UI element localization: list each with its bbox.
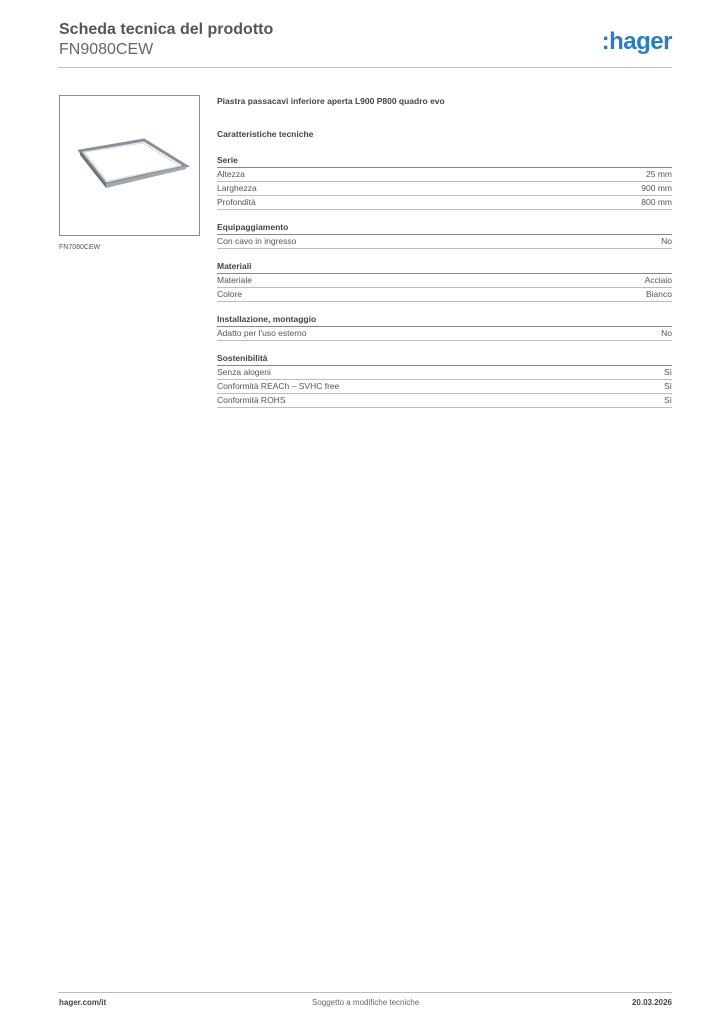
spec-row (217, 274, 672, 288)
section-title: Sostenibilità (217, 353, 672, 366)
spec-row (217, 182, 672, 196)
section-serie (217, 155, 672, 210)
product-name: Piastra passacavi inferiore aperta L900 P800 quadro evo (217, 96, 445, 106)
spec-label: Altezza (217, 169, 245, 179)
section-title: Materiali (217, 261, 672, 274)
header-divider (58, 67, 672, 68)
section-installazione (217, 314, 672, 341)
footer-date: 20.03.2026 (631, 998, 672, 1007)
spec-row (217, 380, 672, 394)
product-frame-image (60, 96, 200, 236)
spec-row (217, 235, 672, 249)
spec-value: Bianco (646, 289, 672, 299)
section-sostenibilita (217, 353, 672, 408)
spec-row (217, 366, 672, 380)
footer-note: Soggetto a modifiche tecniche (312, 998, 420, 1007)
spec-value: 25 mm (646, 169, 672, 179)
footer-divider (58, 992, 672, 993)
spec-value: Sì (663, 395, 672, 405)
spec-row (217, 288, 672, 302)
product-image (59, 95, 200, 236)
spec-label: Senza alogeni (217, 367, 271, 377)
product-code: FN9080CEW (59, 41, 154, 58)
spec-value: Acciaio (644, 275, 672, 285)
spec-label: Adatto per l'uso esterno (217, 328, 307, 338)
hager-logo: :hager (601, 28, 672, 55)
section-title: Installazione, montaggio (217, 314, 672, 327)
spec-row (217, 327, 672, 341)
spec-label: Colore (217, 289, 243, 299)
section-equipaggiamento (217, 222, 672, 249)
spec-row (217, 168, 672, 182)
page-title: Scheda tecnica del prodotto (59, 21, 274, 38)
spec-label: Conformità ROHS (217, 395, 286, 405)
spec-label: Conformità REACh – SVHC free (217, 381, 340, 391)
spec-value: No (661, 236, 672, 246)
spec-value: 900 mm (641, 183, 672, 193)
section-title: Serie (217, 155, 672, 168)
footer-website-link[interactable]: hager.com/it (59, 998, 107, 1007)
spec-value: Sì (663, 381, 672, 391)
document-header (59, 20, 273, 59)
spec-label: Con cavo in ingresso (217, 236, 297, 246)
spec-value: Sì (663, 367, 672, 377)
spec-row (217, 394, 672, 408)
image-caption: FN7080CEW (59, 244, 101, 251)
spec-heading: Caratteristiche tecniche (217, 129, 314, 139)
spec-label: Materiale (217, 275, 252, 285)
section-materiali (217, 261, 672, 302)
spec-row (217, 196, 672, 210)
spec-content (217, 96, 672, 408)
spec-value: No (661, 328, 672, 338)
spec-label: Profondità (217, 197, 256, 207)
spec-label: Larghezza (217, 183, 257, 193)
spec-value: 800 mm (641, 197, 672, 207)
section-title: Equipaggiamento (217, 222, 672, 235)
